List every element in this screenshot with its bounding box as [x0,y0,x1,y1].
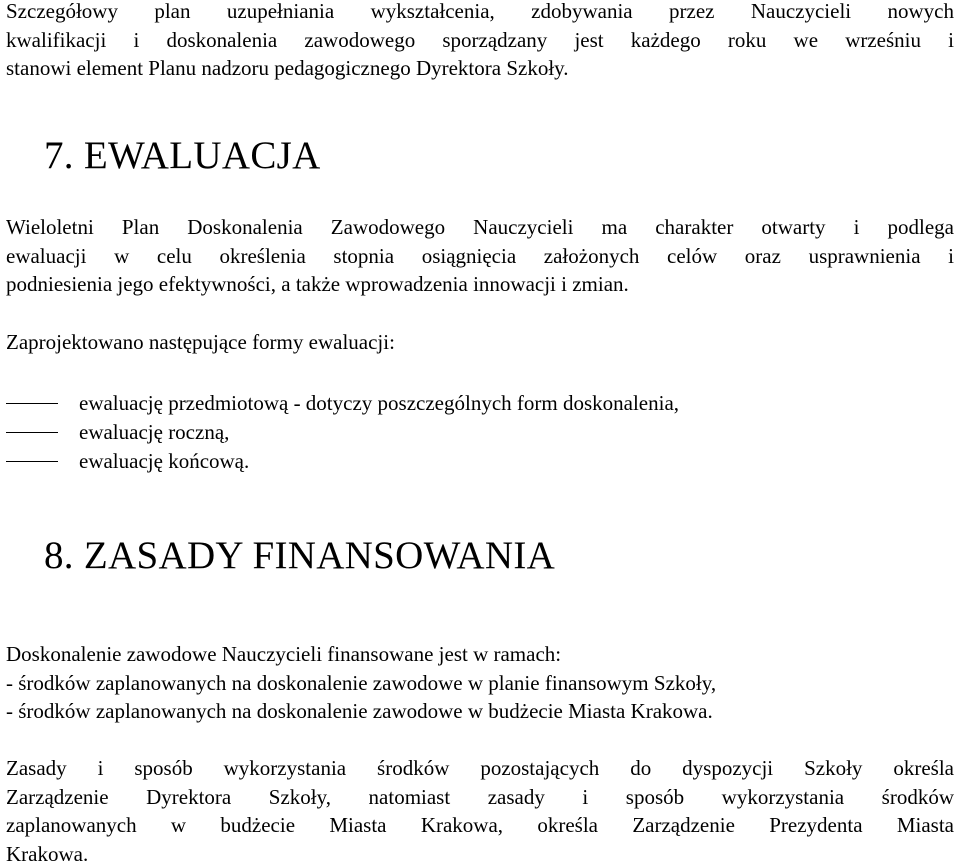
section-8-heading: 8. ZASADY FINANSOWANIA [44,534,555,578]
funding-rules-paragraph [6,754,954,868]
intro-paragraph [6,0,954,83]
list-item [6,447,679,476]
dash-bullet-icon [6,403,58,404]
evaluation-line: podniesienia jego efektywności, a także wprowadzenia innowacji i zmian. [6,270,954,299]
list-item-text: ewaluację roczną, [79,420,229,444]
rules-line: Zasady i sposób wykorzystania środków pozostających do dyspozycji Szkoły określa [6,754,954,783]
intro-line: stanowi element Planu nadzoru pedagogicznego Dyrektora Szkoły. [6,54,954,83]
rules-line: Zarządzenie Dyrektora Szkoły, natomiast zasady i sposób wykorzystania środków [6,783,954,812]
rules-line: zaplanowanych w budżecie Miasta Krakowa, określa Zarządzenie Prezydenta Miasta [6,811,954,840]
rules-line: Krakowa. [6,840,954,868]
list-item [6,389,679,418]
evaluation-line: Wieloletni Plan Doskonalenia Zawodowego Nauczycieli ma charakter otwarty i podlega [6,213,954,242]
list-item [6,418,679,447]
funding-line: Doskonalenie zawodowe Nauczycieli finansowane jest w ramach: [6,640,954,669]
funding-line: - środków zaplanowanych na doskonalenie zawodowe w planie finansowym Szkoły, [6,669,954,698]
funding-paragraph [6,640,954,726]
evaluation-line: ewaluacji w celu określenia stopnia osiągnięcia założonych celów oraz usprawnienia i [6,242,954,271]
dash-bullet-icon [6,461,58,462]
intro-line: kwalifikacji i doskonalenia zawodowego sporządzany jest każdego roku we wrześniu i [6,26,954,55]
list-item-text: ewaluację końcową. [79,449,249,473]
evaluation-forms-list [6,389,679,476]
evaluation-paragraph [6,213,954,299]
intro-line: Szczegółowy plan uzupełniania wykształcenia, zdobywania przez Nauczycieli nowych [6,0,954,26]
section-7-heading: 7. EWALUACJA [44,134,321,178]
funding-line: - środków zaplanowanych na doskonalenie zawodowe w budżecie Miasta Krakowa. [6,697,954,726]
dash-bullet-icon [6,432,58,433]
evaluation-forms-intro-text: Zaprojektowano następujące formy ewaluacji: [6,328,954,357]
list-item-text: ewaluację przedmiotową - dotyczy poszczególnych form doskonalenia, [79,391,679,415]
evaluation-forms-intro [6,328,954,357]
